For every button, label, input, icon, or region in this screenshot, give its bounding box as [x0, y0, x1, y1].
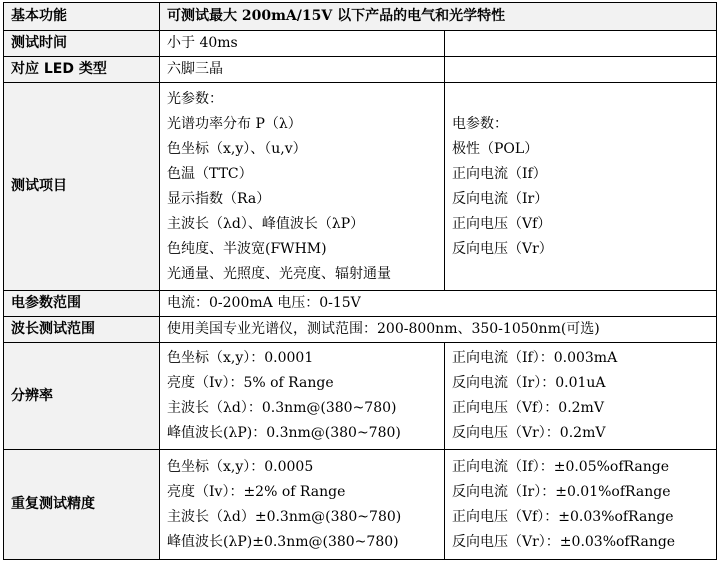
resolution-item: 亮度（Iv）：5% of Range: [167, 375, 334, 391]
repeatability-item: 主波长（λd）±0.3nm@(380~780): [167, 508, 402, 525]
electrical-param-item: 反向电流（Ir）: [452, 190, 549, 207]
repeatability-item: 正向电压（Vf）：±0.03%ofRange: [452, 508, 674, 525]
optical-param-item: 光通量、光照度、光亮度、辐射通量: [167, 265, 391, 282]
label-basic-function: 基本功能: [4, 3, 160, 31]
repeatability-item: 色坐标（x,y）：0.0005: [167, 458, 314, 475]
optical-param-item: 色坐标（x,y）、（u,v）: [167, 140, 307, 157]
label-repeatability: 重复测试精度: [4, 450, 160, 560]
row-electrical-range: [4, 291, 717, 317]
resolution-electrical-cell: [445, 343, 717, 450]
electrical-param-item: 正向电流（If）: [452, 165, 547, 182]
resolution-item: 正向电流（If）：0.003mA: [452, 350, 618, 366]
spec-table: [3, 2, 717, 560]
repeatability-electrical-cell: [445, 450, 717, 560]
label-led-type: 对应 LED 类型: [4, 57, 160, 83]
value-wavelength-range: 使用美国专业光谱仪，测试范围：200-800nm、350-1050nm(可选): [160, 317, 717, 343]
optical-params-cell: [160, 83, 445, 291]
repeatability-item: 亮度（Iv）：±2% of Range: [167, 483, 346, 500]
row-test-time: [4, 31, 717, 57]
optical-param-item: 色纯度、半波宽(FWHM): [167, 240, 327, 257]
repeatability-optical-cell: [160, 450, 445, 560]
electrical-param-item: 极性（POL）: [452, 140, 539, 157]
repeatability-item: 峰值波长(λP)±0.3nm@(380~780): [167, 533, 399, 550]
label-test-time: 测试时间: [4, 31, 160, 57]
optical-param-item: 光谱功率分布 P（λ）: [167, 115, 302, 132]
resolution-item: 反向电压（Vr）：0.2mV: [452, 425, 606, 441]
repeatability-item: 反向电流（Ir）：±0.01%ofRange: [452, 483, 671, 500]
electrical-param-item: 正向电压（Vf）: [452, 215, 552, 232]
row-led-type: [4, 57, 717, 83]
resolution-optical-cell: [160, 343, 445, 450]
row-basic-function: [4, 3, 717, 31]
label-wavelength-range: 波长测试范围: [4, 317, 160, 343]
value-basic-function: 可测试最大 200mA/15V 以下产品的电气和光学特性: [160, 3, 717, 31]
value-test-time: 小于 40ms: [160, 31, 445, 57]
label-electrical-range: 电参数范围: [4, 291, 160, 317]
electrical-params-cell: [445, 83, 717, 291]
value-led-type-extra: [445, 57, 717, 83]
repeatability-item: 正向电流（If）：±0.05%ofRange: [452, 458, 669, 475]
optical-params-heading: 光参数：: [167, 90, 223, 107]
optical-param-item: 显示指数（Ra）: [167, 190, 271, 207]
row-resolution: [4, 343, 717, 450]
optical-param-item: 主波长（λd）、峰值波长（λP）: [167, 215, 365, 232]
label-resolution: 分辨率: [4, 343, 160, 450]
label-test-items: 测试项目: [4, 83, 160, 291]
value-led-type: 六脚三晶: [160, 57, 445, 83]
resolution-item: 色坐标（x,y）：0.0001: [167, 350, 314, 366]
value-test-time-extra: [445, 31, 717, 57]
optical-param-item: 色温（TTC）: [167, 165, 253, 182]
resolution-item: 正向电压（Vf）：0.2mV: [452, 400, 604, 416]
resolution-item: 峰值波长(λP)：0.3nm@(380~780): [167, 425, 401, 441]
value-electrical-range: 电流：0-200mA 电压：0-15V: [160, 291, 717, 317]
resolution-item: 主波长（λd）：0.3nm@(380~780): [167, 400, 397, 416]
row-test-items: [4, 83, 717, 291]
row-wavelength-range: [4, 317, 717, 343]
repeatability-item: 反向电压（Vr）：±0.03%ofRange: [452, 533, 676, 550]
electrical-params-heading: 电参数：: [452, 115, 508, 132]
row-repeatability: [4, 450, 717, 560]
resolution-item: 反向电流（Ir）：0.01uA: [452, 375, 606, 391]
electrical-param-item: 反向电压（Vr）: [452, 240, 553, 257]
